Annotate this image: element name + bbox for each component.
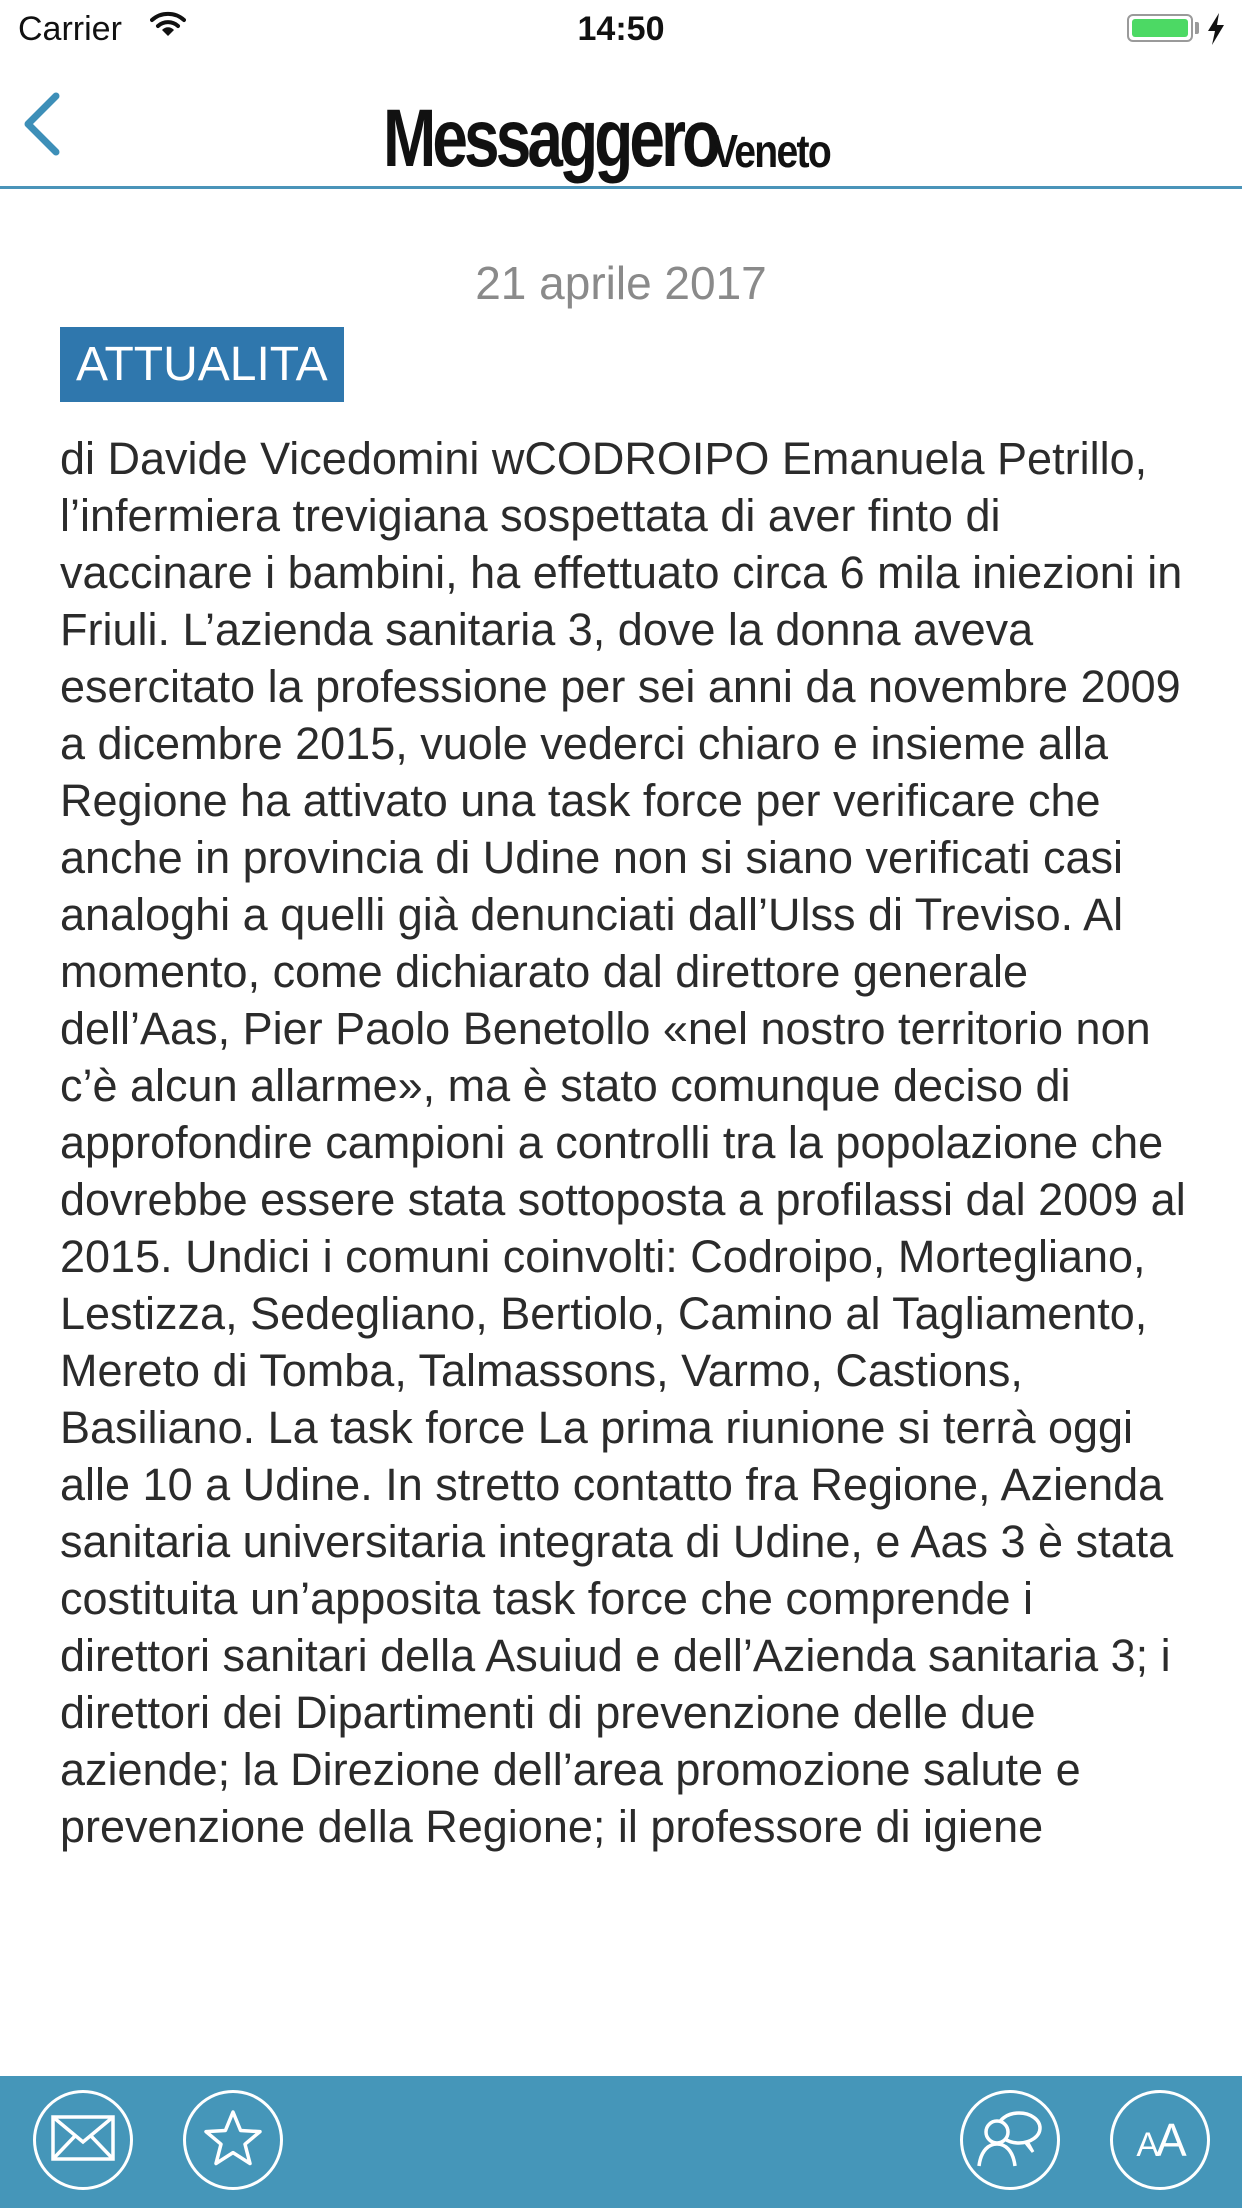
bolt-icon: [1206, 12, 1226, 51]
mail-icon: [50, 2114, 116, 2167]
favorite-button[interactable]: [183, 2090, 283, 2190]
logo-sub: Veneto: [711, 125, 830, 177]
clock: 14:50: [577, 10, 665, 48]
comments-icon: [975, 2108, 1045, 2173]
star-icon: [203, 2109, 263, 2172]
font-size-icon: [1136, 2113, 1183, 2167]
comments-button[interactable]: [960, 2090, 1060, 2190]
battery-level: [1132, 19, 1188, 37]
article-date: 21 aprile 2017: [475, 257, 767, 309]
font-size-big-label: A: [1156, 2114, 1184, 2166]
chevron-left-icon: [16, 147, 76, 164]
font-size-button[interactable]: [1110, 2090, 1210, 2190]
bottom-toolbar: [0, 2076, 1242, 2208]
back-button[interactable]: [16, 88, 76, 160]
carrier-label: Carrier: [18, 10, 122, 48]
font-size-small-label: A: [1136, 2126, 1156, 2164]
category-badge: ATTUALITA: [60, 327, 344, 402]
nav-bar: [0, 62, 1242, 189]
share-mail-button[interactable]: [33, 2090, 133, 2190]
article-body: di Davide Vicedomini wCODROIPO Emanuela Petrillo, l’infermiera trevigiana sospettata di aver finto di vaccinare i bambini, ha effettuato circa 6 mila iniezioni in Friuli. L’azienda sanitaria 3, dove la donna aveva esercitato la professione per sei anni da novembre 2009 a dicembre 2015, vuole vederci chiaro e insieme alla Regione ha attivato una task force per verificare che anche in provincia di Udine non si siano verificati casi analoghi a quelli già denunciati dall’Ulss di Treviso. Al momento, come dichiarato dal direttore generale dell’Aas, Pier Paolo Benetollo «nel nostro territorio non c’è alcun allarme», ma è stato comunque deciso di approfondire campioni a controlli tra la popolazione che dovrebbe essere stata sottoposta a profilassi dal 2009 al 2015. Undici i comuni coinvolti: Codroipo, Mortegliano, Lestizza, Sedegliano, Bertiolo, Camino al Tagliamento, Mereto di Tomba, Talmassons, Varmo, Castions, Basiliano. La task force La prima riunione si terrà oggi alle 10 a Udine. In stretto contatto fra Regione, Azienda sanitaria universitaria integrata di Udine, e Aas 3 è stata costituita un’apposita task force che comprende i direttori sanitari della Asuiud e dell’Azienda sanitaria 3; i direttori dei Dipartimenti di prevenzione delle due aziende; la Direzione dell’area promozione salute e prevenzione della Regione; il professore di igiene: [60, 433, 1186, 1852]
newspaper-logo: [383, 80, 850, 184]
status-bar: [0, 0, 1242, 62]
battery-tip: [1195, 22, 1199, 34]
logo-main: Messaggero: [383, 93, 718, 184]
battery-icon: [1127, 14, 1193, 42]
